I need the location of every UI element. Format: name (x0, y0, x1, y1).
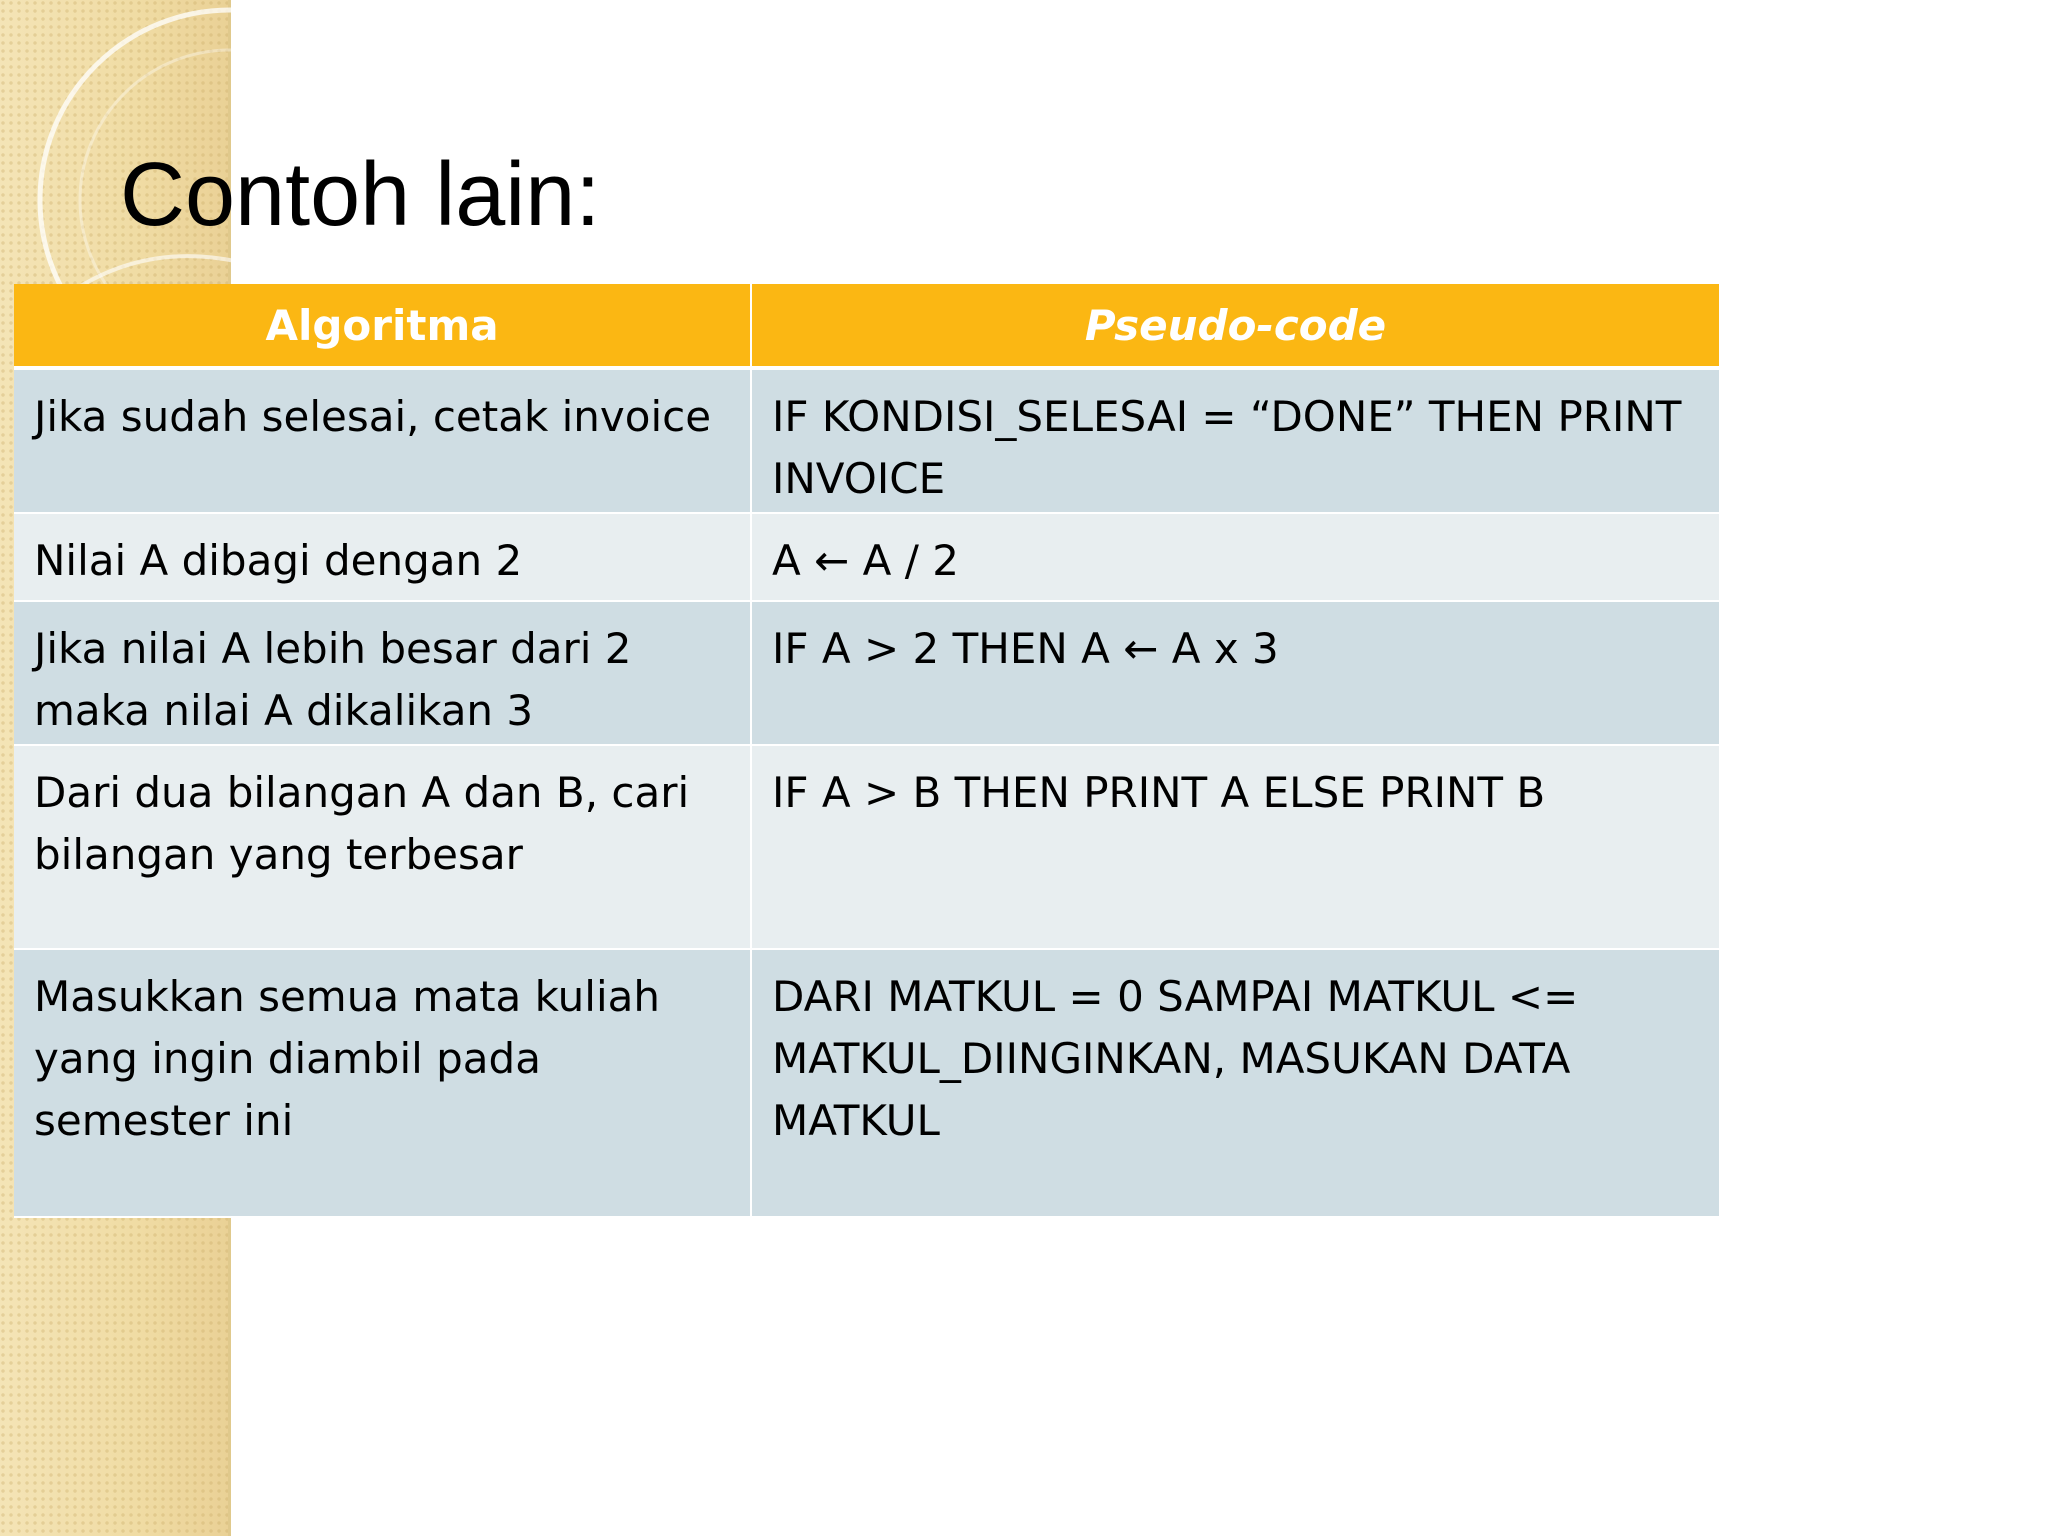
cell-pseudocode: IF A > B THEN PRINT A ELSE PRINT B (751, 745, 1720, 949)
cell-pseudocode: IF A > 2 THEN A ← A x 3 (751, 601, 1720, 745)
header-algoritma: Algoritma (14, 284, 751, 368)
cell-pseudocode: IF KONDISI_SELESAI = “DONE” THEN PRINT INVOICE (751, 368, 1720, 513)
table-row (14, 368, 1720, 513)
table-header-row (14, 284, 1720, 368)
header-pseudocode: Pseudo-code (751, 284, 1720, 368)
cell-algoritma: Masukkan semua mata kuliah yang ingin diambil pada semester ini (14, 949, 751, 1217)
cell-algoritma: Jika nilai A lebih besar dari 2 maka nilai A dikalikan 3 (14, 601, 751, 745)
cell-pseudocode: DARI MATKUL = 0 SAMPAI MATKUL <= MATKUL_DIINGINKAN, MASUKAN DATA MATKUL (751, 949, 1720, 1217)
table-row (14, 513, 1720, 601)
pseudocode-table (14, 284, 1721, 1218)
cell-algoritma: Dari dua bilangan A dan B, cari bilangan yang terbesar (14, 745, 751, 949)
cell-pseudocode: A ← A / 2 (751, 513, 1720, 601)
pseudocode-table-container (14, 284, 1720, 1218)
slide-title: Contoh lain: (120, 145, 601, 245)
cell-algoritma: Jika sudah selesai, cetak invoice (14, 368, 751, 513)
table-row (14, 745, 1720, 949)
table-row (14, 601, 1720, 745)
cell-algoritma: Nilai A dibagi dengan 2 (14, 513, 751, 601)
table-row (14, 949, 1720, 1217)
